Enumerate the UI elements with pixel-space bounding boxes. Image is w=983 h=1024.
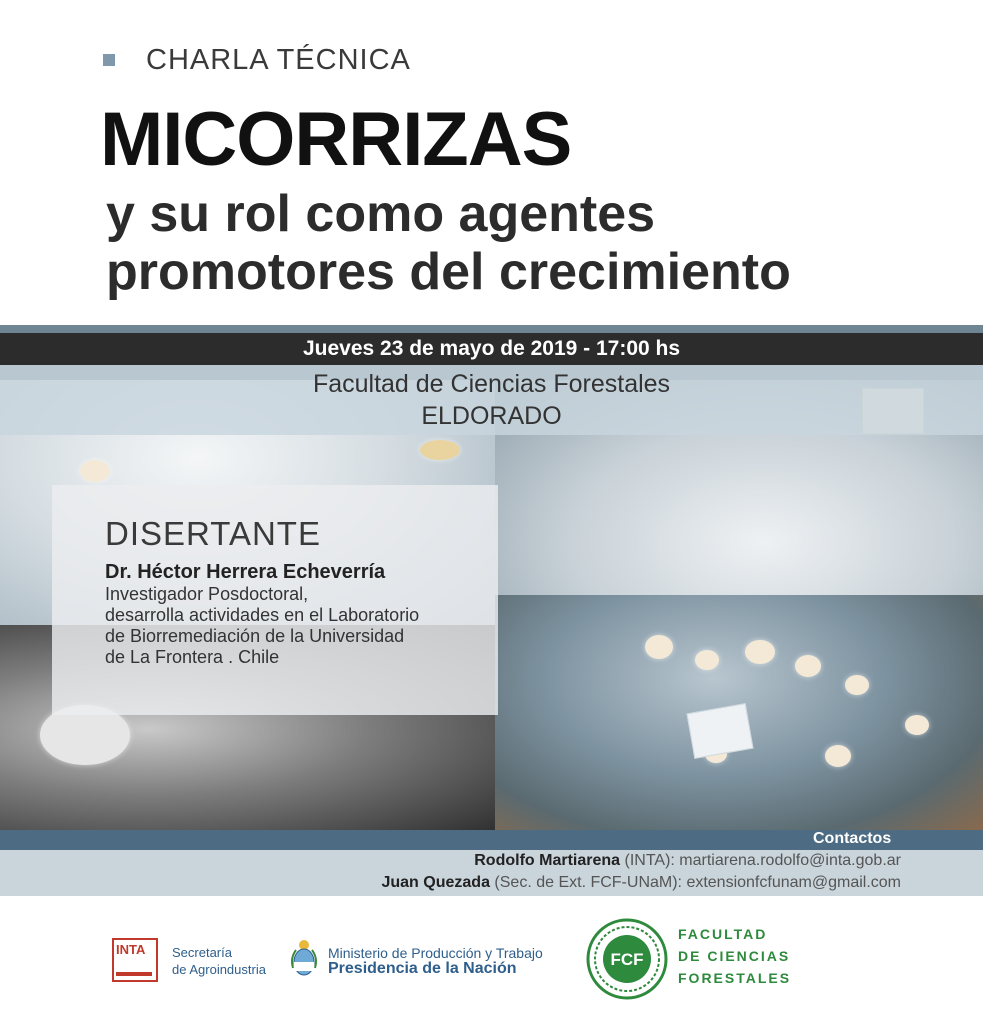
fcf-line-3: FORESTALES [678,970,792,986]
argentina-coat-of-arms-icon [290,938,318,978]
fcf-line-2: DE CIENCIAS [678,948,791,964]
fcf-seal-logo [586,918,668,1000]
fcf-line-1: FACULTAD [678,926,768,942]
event-date-time: Jueves 23 de mayo de 2019 - 17:00 hs [302,337,681,360]
contact-row [381,874,901,892]
inta-logo [112,938,158,982]
speaker-heading: DISERTANTE [105,515,321,552]
subtitle-line-2: promotores del crecimiento [106,243,791,301]
ministerio-line-1: Ministerio de Producción y Trabajo [328,945,543,961]
contact-row [474,852,901,870]
contact-email[interactable]: martiarena.rodolfo@inta.gob.ar [679,852,901,869]
speaker-bio-line: desarrolla actividades en el Laboratorio [105,605,420,625]
ministerio-line-2: Presidencia de la Nación [328,960,517,977]
secretaria-line-1: Secretaría [172,945,232,960]
speaker-bio-line: Investigador Posdoctoral, [105,584,309,604]
contacts-title: Contactos [813,830,892,847]
speaker-bio-line: de La Frontera . Chile [105,647,280,667]
location-line-1: Facultad de Ciencias Forestales [312,370,671,398]
bullet-square [103,54,115,66]
subtitle-line-1: y su rol como agentes [106,185,656,243]
contact-name: Juan Quezada [381,874,490,891]
location-line-2: ELDORADO [421,402,562,430]
fcf-seal-text: FCF [610,950,644,969]
kicker-label: CHARLA TÉCNICA [146,44,411,76]
contact-org: (Sec. de Ext. FCF-UNaM): [489,874,687,891]
speaker-name: Dr. Héctor Herrera Echeverría [105,561,386,583]
contact-email[interactable]: extensionfcfunam@gmail.com [686,874,901,891]
page-title: MICORRIZAS [100,97,572,182]
contact-org: (INTA): [620,852,680,869]
secretaria-line-2: de Agroindustria [172,962,266,977]
contact-name: Rodolfo Martiarena [474,852,621,869]
speaker-bio-line: de Biorremediación de la Universidad [105,626,405,646]
inta-logo-text: INTA [116,942,146,957]
inta-logo-stripe [116,972,152,976]
